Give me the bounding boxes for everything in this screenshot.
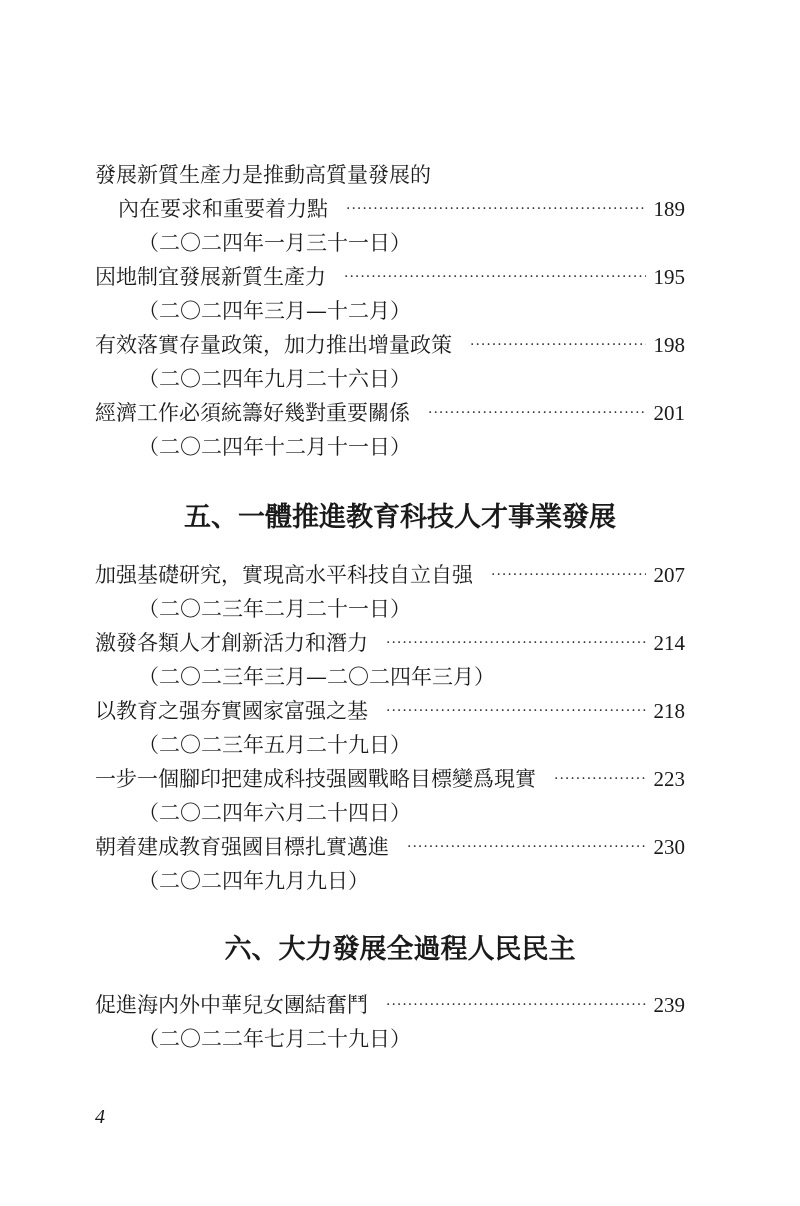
toc-page-number: 230 bbox=[653, 835, 685, 859]
toc-entry-title-text: 以教育之强夯實國家富强之基 bbox=[95, 699, 368, 723]
toc-page-number: 198 bbox=[653, 333, 685, 357]
toc-entry-date: （二〇二四年三月—十二月） bbox=[138, 299, 411, 323]
toc-entry-date: （二〇二四年九月二十六日） bbox=[138, 367, 411, 391]
toc-entry-title-text: 發展新質生產力是推動高質量發展的 bbox=[95, 163, 431, 187]
toc-entry-date: （二〇二四年一月三十一日） bbox=[138, 231, 411, 255]
toc-page-number: 207 bbox=[653, 563, 685, 587]
toc-entry-title-text: 內在要求和重要着力點 bbox=[118, 197, 328, 221]
toc-entry-date: （二〇二三年三月—二〇二四年三月） bbox=[138, 665, 495, 689]
leader-dots bbox=[344, 260, 646, 294]
section-heading: 六、大力發展全過程人民民主 bbox=[224, 934, 576, 965]
toc-entry-title[interactable] bbox=[95, 694, 685, 728]
toc-entry-title[interactable] bbox=[95, 158, 685, 192]
toc-entry-title-text: 有效落實存量政策，加力推出增量政策 bbox=[95, 333, 452, 357]
toc-entry-date: （二〇二四年六月二十四日） bbox=[138, 801, 411, 825]
toc-entry-title-text: 激發各類人才創新活力和潛力 bbox=[95, 631, 368, 655]
toc-entry-title[interactable] bbox=[95, 988, 685, 1022]
toc-entry-title[interactable] bbox=[95, 762, 685, 796]
toc-entry-title[interactable] bbox=[95, 260, 685, 294]
toc-entry-title-text: 因地制宜發展新質生產力 bbox=[95, 265, 326, 289]
leader-dots bbox=[346, 192, 646, 226]
toc-entry-title-text: 經濟工作必須統籌好幾對重要關係 bbox=[95, 401, 410, 425]
section-heading: 五、一體推進教育科技人才事業發展 bbox=[184, 502, 616, 533]
toc-entry-title-text: 朝着建成教育强國目標扎實邁進 bbox=[95, 835, 389, 859]
toc-entry-title[interactable] bbox=[95, 626, 685, 660]
leader-dots bbox=[386, 694, 646, 728]
toc-page-number: 201 bbox=[653, 401, 685, 425]
toc-entry-title-text: 一步一個腳印把建成科技强國戰略目標變爲現實 bbox=[95, 767, 536, 791]
toc-entry-date: （二〇二四年九月九日） bbox=[138, 869, 369, 893]
toc-entry-title[interactable] bbox=[95, 328, 685, 362]
leader-dots bbox=[554, 762, 646, 796]
toc-entry-title-text: 促進海内外中華兒女團結奮鬥 bbox=[95, 993, 368, 1017]
leader-dots bbox=[470, 328, 646, 362]
toc-entry-date: （二〇二二年七月二十九日） bbox=[138, 1027, 411, 1051]
toc-page-number: 214 bbox=[653, 631, 685, 655]
leader-dots bbox=[386, 988, 646, 1022]
toc-page-number: 239 bbox=[653, 993, 685, 1017]
toc-page-number: 189 bbox=[653, 197, 685, 221]
toc-entry-title[interactable] bbox=[95, 830, 685, 864]
toc-entry-title-text: 加强基礎研究，實現高水平科技自立自强 bbox=[95, 563, 473, 587]
leader-dots bbox=[386, 626, 646, 660]
leader-dots bbox=[407, 830, 646, 864]
leader-dots bbox=[491, 558, 646, 592]
toc-entry-date: （二〇二三年五月二十九日） bbox=[138, 733, 411, 757]
toc-entry-title[interactable] bbox=[95, 396, 685, 430]
toc-page-number: 195 bbox=[653, 265, 685, 289]
toc-entry-title-continued[interactable] bbox=[118, 192, 685, 226]
toc-entry-date: （二〇二三年二月二十一日） bbox=[138, 597, 411, 621]
toc-page-number: 218 bbox=[653, 699, 685, 723]
toc-entry-title[interactable] bbox=[95, 558, 685, 592]
leader-dots bbox=[428, 396, 646, 430]
toc-page-number: 223 bbox=[653, 767, 685, 791]
toc-entry-date: （二〇二四年十二月十一日） bbox=[138, 435, 411, 459]
page-number: 4 bbox=[95, 1106, 105, 1128]
